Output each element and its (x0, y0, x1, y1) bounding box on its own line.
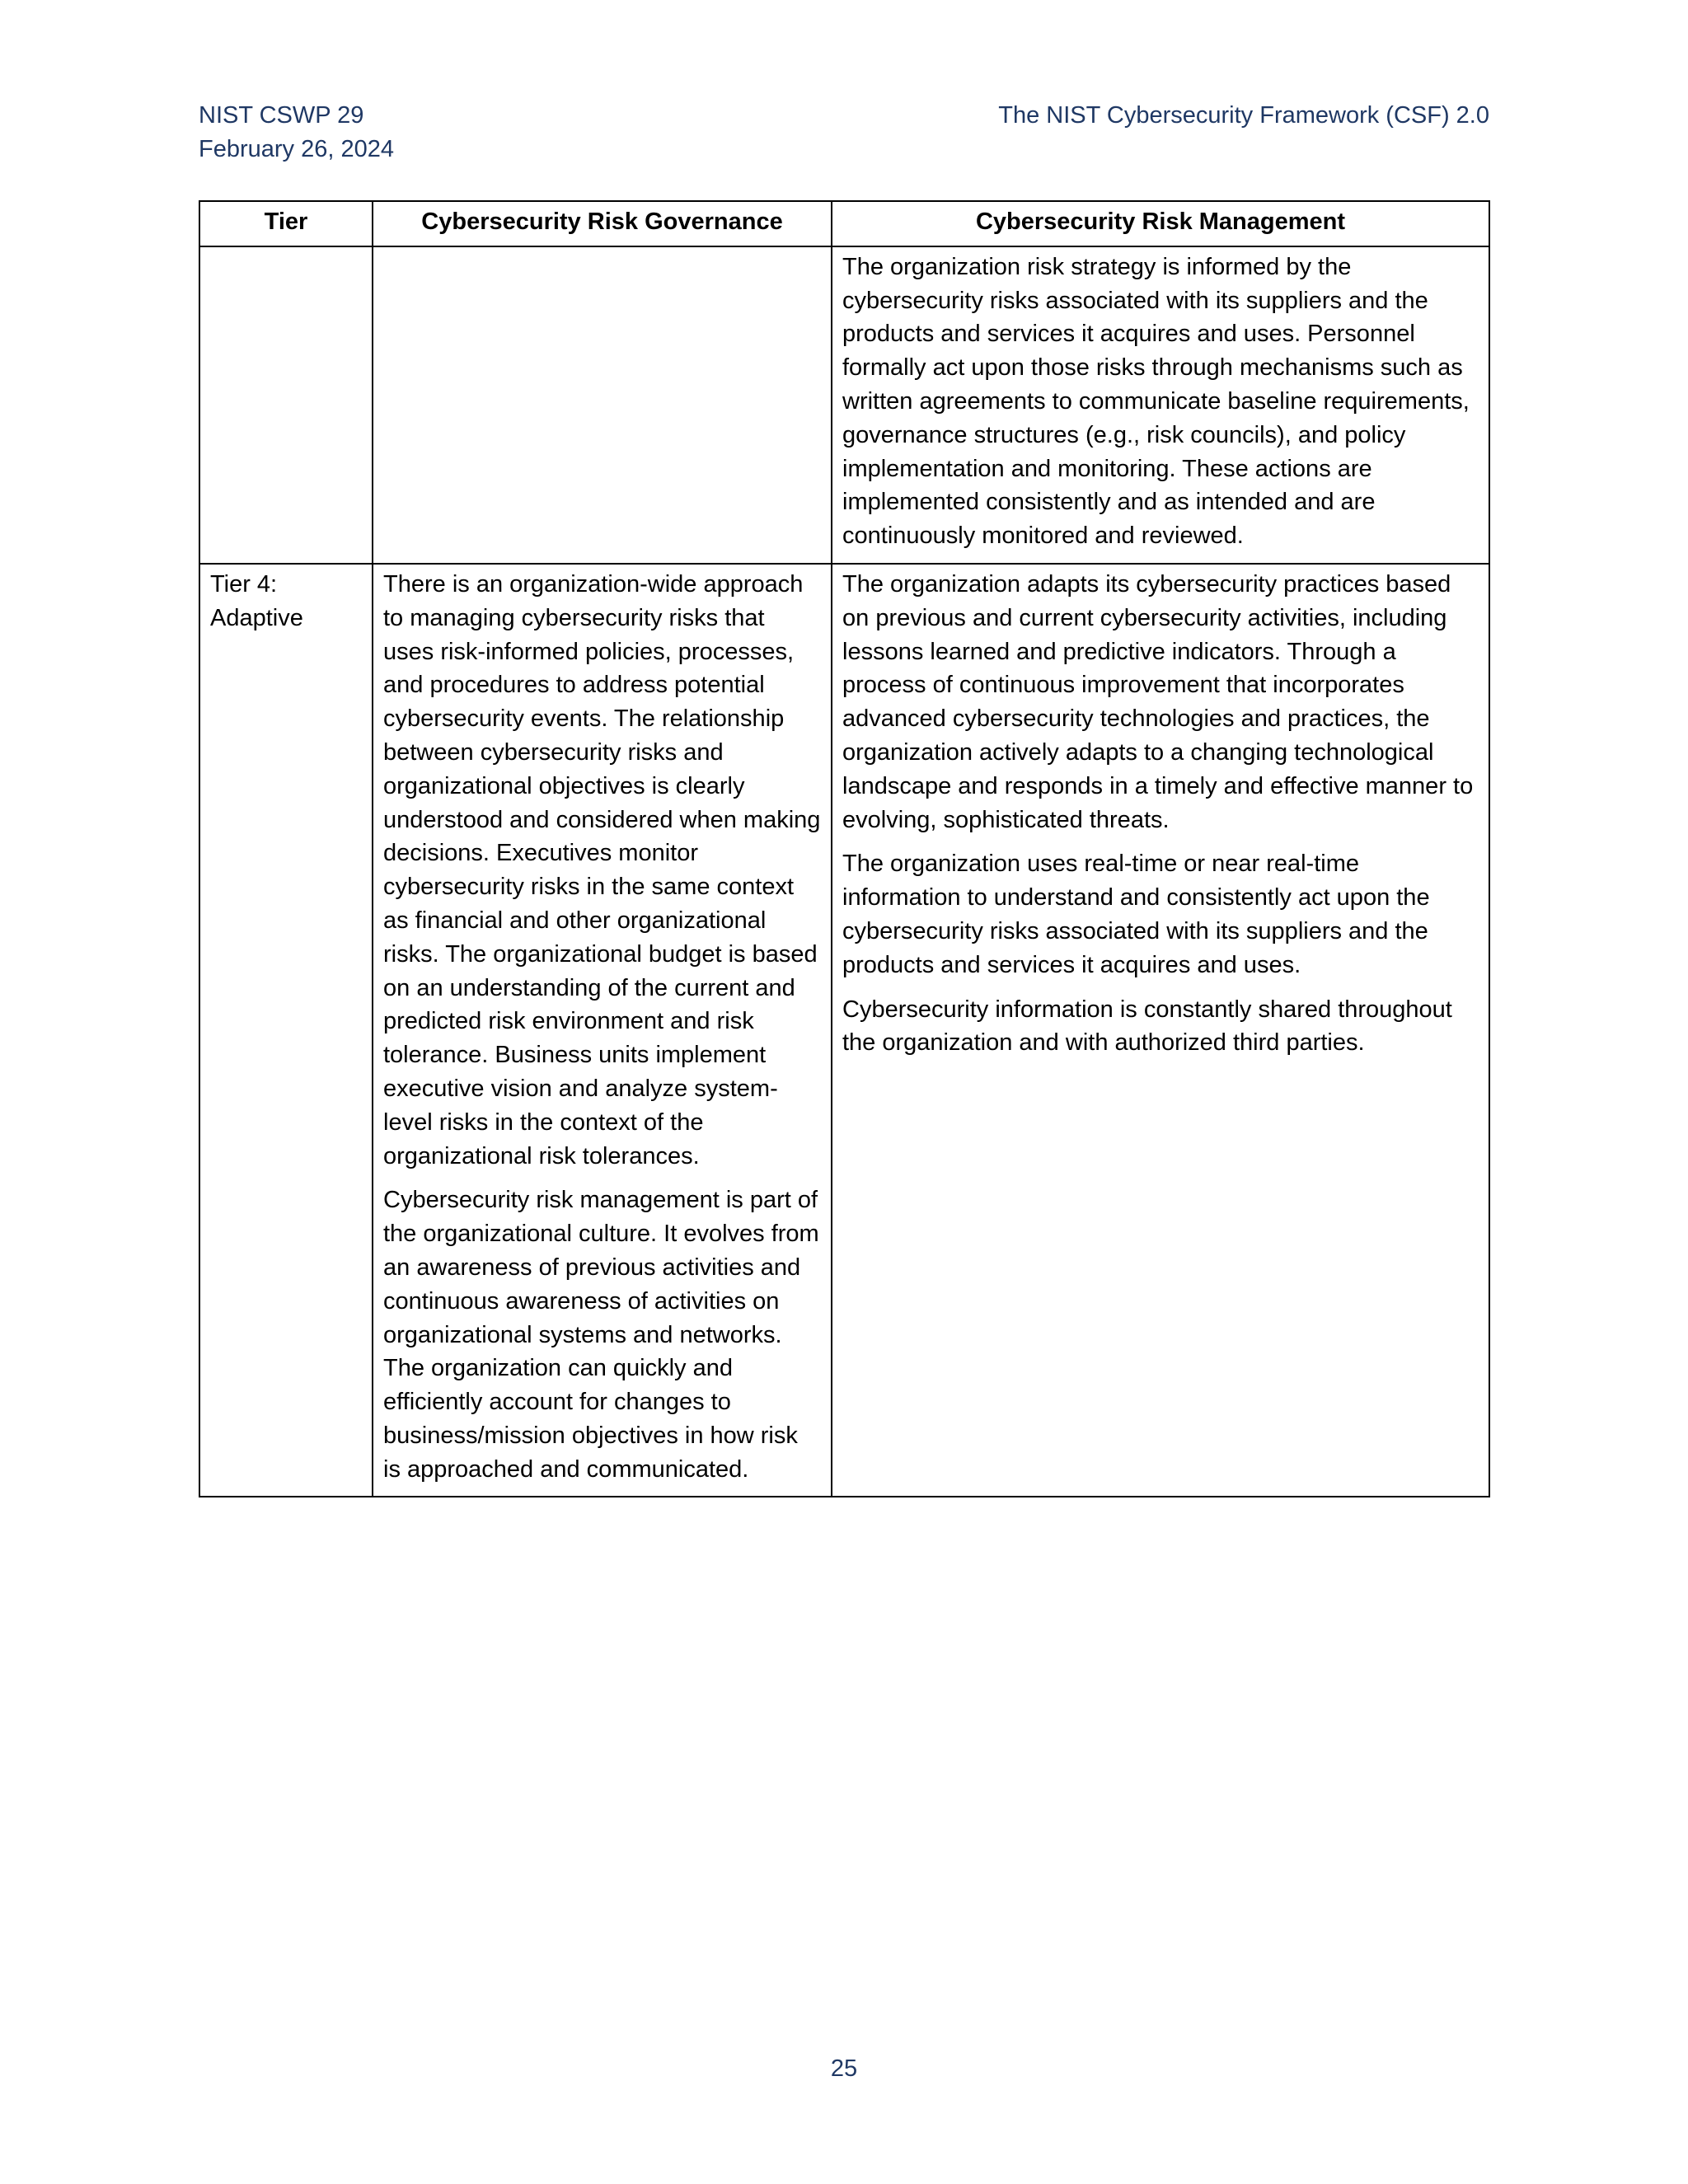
column-header-governance: Cybersecurity Risk Governance (373, 201, 832, 246)
column-header-tier: Tier (199, 201, 373, 246)
document-id: NIST CSWP 29 (199, 102, 364, 129)
tier-cell (199, 246, 373, 564)
page-number: 25 (830, 2055, 858, 2082)
tier-table (199, 200, 1490, 1497)
governance-paragraph: There is an organization-wide approach to managing cybersecurity risks that uses risk-informed policies, processes, and procedures to address potential cybersecurity events. The relationship between cybersecurity risks and organizational objectives is clearly understood and considered when making decisions. Executives monitor cybersecurity risks in the same context as financial and other organizational risks. The organizational budget is based on an understanding of the current and predicted risk environment and risk tolerance. Business units implement executive vision and analyze system-level risks in the context of the organizational risk tolerances. (383, 570, 821, 1169)
governance-cell (373, 246, 832, 564)
management-paragraph: Cybersecurity information is constantly shared throughout the organization and with authorized third parties. (842, 996, 1452, 1057)
running-header-title: The NIST Cybersecurity Framework (CSF) 2.0 (998, 102, 1489, 129)
table-row (199, 564, 1489, 1497)
management-cell (832, 564, 1489, 1497)
running-header-left (199, 99, 394, 166)
document-date: February 26, 2024 (199, 136, 394, 162)
management-cell (832, 246, 1489, 564)
tier-cell: Tier 4: Adaptive (199, 564, 373, 1497)
table-row (199, 246, 1489, 564)
governance-cell (373, 564, 832, 1497)
management-paragraph: The organization uses real-time or near real-time information to understand and consistently act upon the cybersecurity risks associated with its suppliers and the products and services it acquires and uses. (842, 851, 1430, 978)
table-header-row (199, 201, 1489, 246)
column-header-management: Cybersecurity Risk Management (832, 201, 1489, 246)
governance-paragraph: Cybersecurity risk management is part of the organizational culture. It evolves from an awareness of previous activities and continuous awareness of activities on organizational systems and networks. The organization can quickly and efficiently account for changes to business/mission objectives in how risk is approached and communicated. (383, 1187, 819, 1483)
management-paragraph: The organization risk strategy is informed by the cybersecurity risks associated with its suppliers and the products and services it acquires and uses. Personnel formally act upon those risks through mechanisms such as written agreements to communicate baseline requirements, governance structures (e.g., risk councils), and policy implementation and monitoring. These actions are implemented consistently and as intended and are continuously monitored and reviewed. (842, 253, 1470, 550)
management-paragraph: The organization adapts its cybersecurity practices based on previous and current cybersecurity activities, including lessons learned and predictive indicators. Through a process of continuous improvement that incorporates advanced cybersecurity technologies and practices, the organization actively adapts to a changing technological landscape and responds in a timely and effective manner to evolving, sophisticated threats. (842, 570, 1474, 833)
